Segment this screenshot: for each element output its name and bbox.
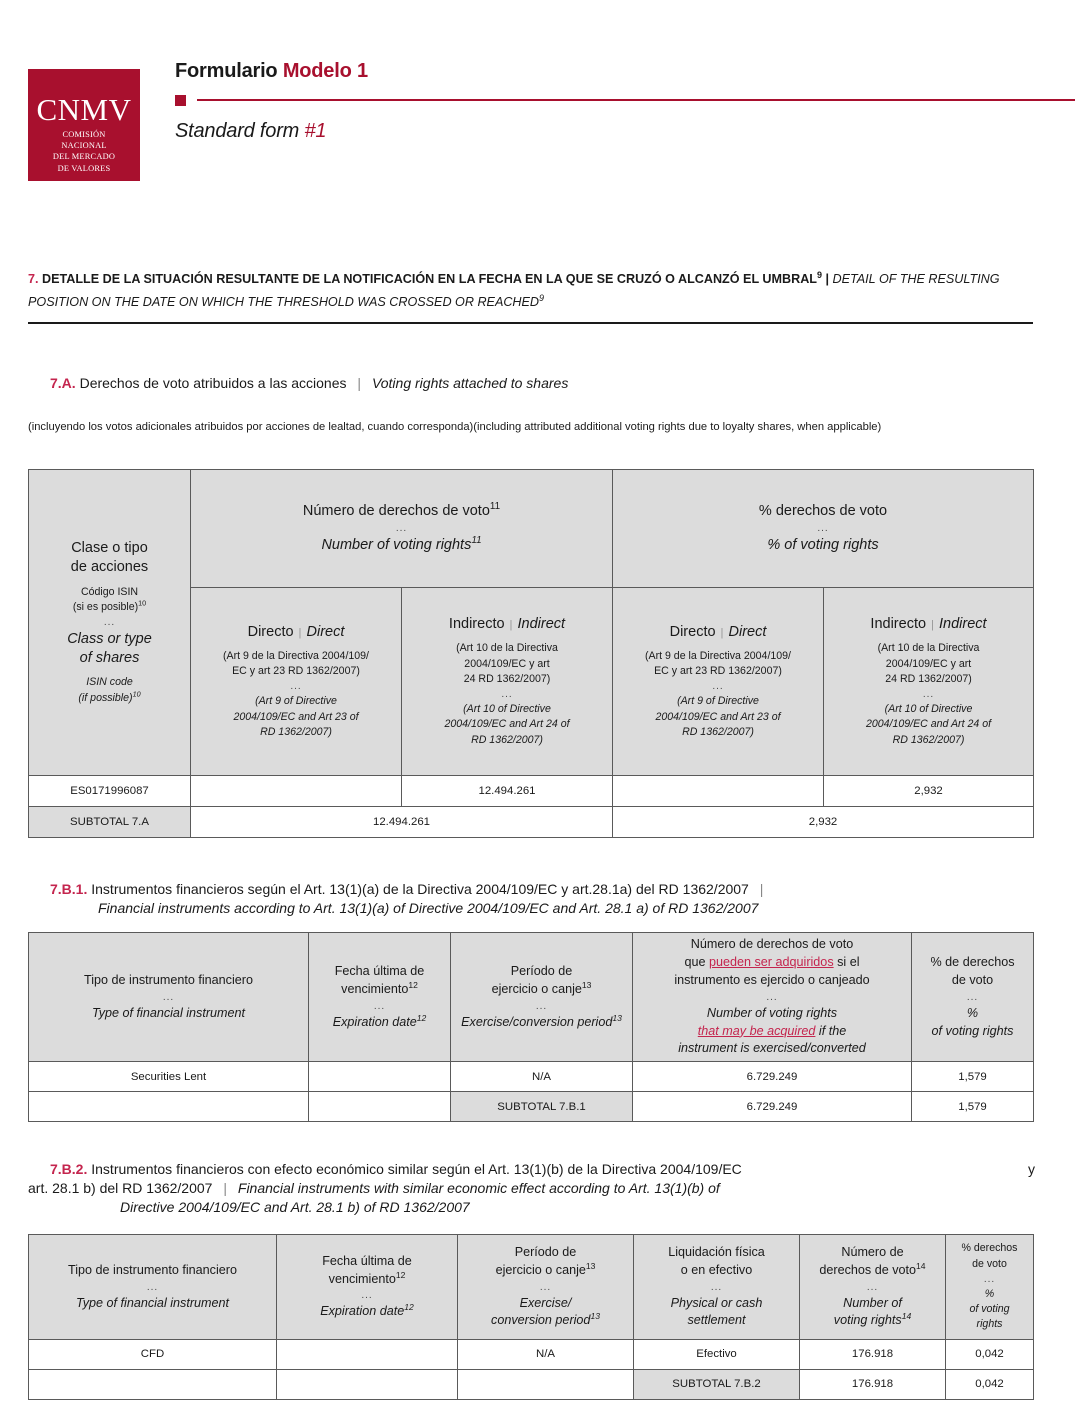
th-number-indirect <box>402 588 613 776</box>
th-pct-en-l1: % <box>966 1005 979 1020</box>
section-7b2-line3 <box>50 1198 1035 1217</box>
th-number-indirect-ref-es-l1: (Art 10 de la Directiva <box>456 642 558 655</box>
th-group-number-es: Número de derechos de voto$^{11}$ <box>302 501 501 519</box>
th-expiration-es-l2: vencimiento$^{12}$ <box>328 1269 406 1286</box>
th-pct-dots: ... <box>983 1273 996 1285</box>
table-7b2-header-row <box>29 1235 1034 1340</box>
th-number-dots: ... <box>766 991 778 1003</box>
th-number-es-l1: Número de <box>841 1244 904 1259</box>
spacer-cell-2 <box>309 1092 451 1122</box>
cell-subtotal-percent[interactable]: 0,042 <box>946 1370 1034 1400</box>
th-pct-en-l2: of voting <box>969 1303 1010 1316</box>
th-class-dots: ... <box>103 617 116 628</box>
logo-subtitle-line1: COMISIÓN <box>62 130 106 139</box>
th-class-en-l2: of shares <box>79 650 140 667</box>
spacer-cell-1 <box>29 1370 277 1400</box>
th-period-dots: ... <box>535 1000 548 1012</box>
th-percent-direct-ref-es-l2: EC y art 23 RD 1362/2007) <box>654 665 782 678</box>
th-percent-direct <box>613 588 824 776</box>
th-settlement-es-l1: Liquidación física <box>668 1244 765 1259</box>
section-7a-tag: 7.A. <box>50 375 76 391</box>
section-7-divider <box>28 322 1033 324</box>
logo-subtitle <box>53 129 115 174</box>
th-class-en-l1: Class or type <box>67 631 152 647</box>
th-number-of-voting-rights <box>800 1235 946 1340</box>
th-number-en-highlight: that may be acquired <box>697 1023 816 1038</box>
th-percent-indirect-dots: ... <box>922 689 935 701</box>
th-class-isin-en: ISIN code <box>86 676 133 689</box>
th-number-indirect-ref-en-l1: (Art 10 of Directive <box>463 703 551 716</box>
cell-subtotal-number[interactable]: 176.918 <box>800 1370 946 1400</box>
cell-subtotal-label: SUBTOTAL 7.B.1 <box>451 1092 633 1122</box>
cell-settlement[interactable]: Efectivo <box>634 1340 800 1370</box>
section-7b2-heading <box>28 1160 1035 1217</box>
th-percent-indirect-ref-es-l1: (Art 10 de la Directiva <box>877 642 980 655</box>
th-pct-en-l3: rights <box>976 1318 1003 1331</box>
spacer-cell-1 <box>29 1092 309 1122</box>
table-subtotal-row <box>29 1092 1034 1122</box>
rule-square-icon <box>175 95 186 106</box>
th-type-of-instrument <box>29 1235 277 1340</box>
th-number-indirect-label: Indirecto | Indirect <box>448 616 566 633</box>
section-7b2-title-es-l1: Instrumentos financieros con efecto económico similar según el Art. 13(1)(b) de la Directiva 2004/109/EC <box>91 1161 742 1177</box>
section-7b1-separator: | <box>759 881 764 897</box>
table-7b1 <box>28 932 1034 1122</box>
logo-subtitle-line4: DE VALORES <box>57 163 111 173</box>
cell-percent-indirect[interactable]: 2,932 <box>824 776 1034 807</box>
table-row <box>29 1340 1034 1370</box>
section-7a-title-es: Derechos de voto atribuidos a las acciones <box>79 375 347 391</box>
section-7-separator: | <box>825 272 830 286</box>
th-number-direct-ref-en-l3: RD 1362/2007) <box>260 725 332 738</box>
table-row <box>29 776 1034 807</box>
th-number-es-l1: Número de derechos de voto <box>690 937 854 951</box>
th-period-en: Exercise/conversion period$^{13}$ <box>461 1012 622 1029</box>
th-pct-es-l2: de voto <box>951 972 994 987</box>
spacer-cell-2 <box>277 1370 458 1400</box>
th-group-percent-dots: ... <box>817 523 829 534</box>
th-number-es-l2: derechos de voto$^{14}$ <box>819 1260 926 1277</box>
th-percent-voting-rights <box>912 933 1034 1062</box>
th-number-indirect-dots: ... <box>501 689 513 701</box>
table-subtotal-row <box>29 807 1034 838</box>
th-percent-indirect-ref-es-l2: 2004/109/EC y art <box>885 657 972 670</box>
th-class-isin-es-sub: (si es posible)$^{10}$ <box>72 598 147 613</box>
th-number-es-l2: que pueden ser adquiridos si el <box>684 954 860 969</box>
th-settlement-es-l2: o en efectivo <box>680 1262 753 1277</box>
section-7-title-en: DETAIL OF THE RESULTING POSITION ON THE DATE ON WHICH THE THRESHOLD WAS CROSSED OR REACHED <box>28 272 1000 310</box>
form-subtitle <box>175 120 1055 143</box>
table-7a <box>28 469 1034 838</box>
section-7-number: 7. <box>28 272 39 286</box>
cell-isin[interactable]: ES0171996087 <box>29 776 191 807</box>
th-period-es-l1: Período de <box>510 963 573 978</box>
th-percent-direct-label: Directo | Direct <box>669 623 767 640</box>
th-period-es-l1: Período de <box>514 1244 577 1259</box>
table-7b2 <box>28 1234 1034 1400</box>
cell-expiration-date[interactable] <box>309 1062 451 1092</box>
th-pct-es-l1: % derechos <box>961 1242 1018 1255</box>
th-settlement <box>634 1235 800 1340</box>
section-7a-separator: | <box>357 375 362 391</box>
rule-line <box>197 99 1075 102</box>
cell-subtotal-label: SUBTOTAL 7.B.2 <box>634 1370 800 1400</box>
th-period-en-l1: Exercise/ <box>519 1295 572 1310</box>
th-number-indirect-ref-es-l2: 2004/109/EC y art <box>464 657 550 670</box>
section-7-heading <box>28 268 1033 324</box>
cell-instrument-type[interactable]: Securities Lent <box>29 1062 309 1092</box>
section-7b2-separator: | <box>223 1179 227 1196</box>
cell-number-indirect[interactable]: 12.494.261 <box>402 776 613 807</box>
th-percent-direct-ref-en-l2: 2004/109/EC and Art 23 of <box>655 710 781 723</box>
th-type-of-instrument <box>29 933 309 1062</box>
logo-subtitle-line3: DEL MERCADO <box>52 152 116 162</box>
section-7b1-tag: 7.B.1. <box>50 881 88 897</box>
section-7b1-title-es: Instrumentos financieros según el Art. 13(1)(a) de la Directiva 2004/109/EC y art.28.1a) del RD 1362/2007 <box>91 881 749 897</box>
th-type-en: Type of financial instrument <box>75 1295 230 1310</box>
table-row <box>29 1062 1034 1092</box>
th-exercise-period <box>451 933 633 1062</box>
th-percent-direct-ref-es-l1: (Art 9 de la Directiva 2004/109/ <box>644 649 792 662</box>
logo-subtitle-line2: NACIONAL <box>61 141 107 151</box>
th-pct-en-l2: of voting rights <box>931 1023 1014 1038</box>
cell-instrument-type[interactable]: CFD <box>29 1340 277 1370</box>
th-class-isin-en-sub: (if possible)$^{10}$ <box>78 688 141 704</box>
cnmv-logo <box>28 69 140 181</box>
cell-subtotal-percent[interactable]: 1,579 <box>912 1092 1034 1122</box>
table-7a-header-row-1 <box>29 470 1034 588</box>
th-period-dots: ... <box>539 1281 552 1293</box>
section-7-footnote-es: 9 <box>816 269 822 280</box>
th-percent-direct-ref-en-l1: (Art 9 of Directive <box>677 695 759 708</box>
section-7a-heading <box>50 374 1010 393</box>
th-number-direct-dots: ... <box>290 681 302 693</box>
cell-percent-of-voting-rights[interactable]: 0,042 <box>946 1340 1034 1370</box>
th-expiration-en: Expiration date$^{12}$ <box>332 1012 427 1029</box>
th-number-en-l3: instrument is exercised/converted <box>678 1041 866 1056</box>
th-number-indirect-ref-en-l3: RD 1362/2007) <box>471 733 543 746</box>
cell-number-of-voting-rights[interactable]: 176.918 <box>800 1340 946 1370</box>
th-group-number-dots: ... <box>395 523 408 534</box>
cell-number-of-voting-rights[interactable]: 6.729.249 <box>633 1062 912 1092</box>
section-7a-title-en: Voting rights attached to shares <box>371 375 569 391</box>
th-type-es: Tipo de instrumento financiero <box>84 972 253 987</box>
th-percent-indirect-label: Indirecto | Indirect <box>870 616 987 633</box>
th-group-number-of-voting-rights <box>191 470 613 588</box>
table-subtotal-row <box>29 1370 1034 1400</box>
th-number-dots: ... <box>866 1281 879 1293</box>
th-type-en: Type of financial instrument <box>91 1005 246 1020</box>
th-class-es-l1: Clase o tipo <box>71 540 148 557</box>
th-group-percent-en: % of voting rights <box>767 537 879 553</box>
th-settlement-en-l2: settlement <box>687 1313 746 1328</box>
th-number-indirect-ref-es-l3: 24 RD 1362/2007) <box>463 672 551 685</box>
section-7b2-line1-main <box>50 1160 742 1179</box>
th-group-number-en: Number of voting rights$^{11}$ <box>321 535 482 553</box>
logo-acronym: CNMV <box>36 92 132 127</box>
page-header <box>0 0 1080 250</box>
section-7b2-line2 <box>28 1179 1035 1198</box>
section-7b1-line2 <box>50 899 1035 918</box>
th-expiration-es-l1: Fecha última de <box>334 963 425 978</box>
form-subtitle-en: Standard form <box>175 120 305 142</box>
th-number-direct-ref-en-l2: 2004/109/EC and Art 23 of <box>233 710 359 723</box>
th-expiration-dots: ... <box>361 1290 373 1302</box>
th-number-direct-label: Directo | Direct <box>247 623 345 640</box>
th-period-es-l2: ejercicio o canje$^{13}$ <box>491 979 592 996</box>
cell-subtotal-number[interactable]: 6.729.249 <box>633 1092 912 1122</box>
section-7b2-title-en-l2: Directive 2004/109/EC and Art. 28.1 b) of RD 1362/2007 <box>120 1198 470 1215</box>
th-number-en-l2: that may be acquired if the <box>697 1023 847 1038</box>
th-class-isin-es: Código ISIN <box>80 585 139 598</box>
th-percent-indirect-ref-en-l3: RD 1362/2007) <box>892 733 965 746</box>
th-number-en-l1: Number of voting rights <box>706 1005 838 1020</box>
form-title-es: Formulario <box>175 60 283 82</box>
section-7b1-heading <box>50 880 1035 918</box>
th-number-es-highlight: pueden ser adquiridos <box>708 954 834 969</box>
th-type-dots: ... <box>146 1281 159 1293</box>
th-group-percent-es: % derechos de voto <box>758 502 888 519</box>
table-7b1-header-row <box>29 933 1034 1062</box>
section-7-heading-text <box>28 268 1033 315</box>
th-number-direct <box>191 588 402 776</box>
th-expiration-en: Expiration date$^{12}$ <box>320 1302 414 1319</box>
form-subtitle-number: #1 <box>304 120 327 142</box>
th-class-es-l2: de acciones <box>70 559 149 576</box>
th-settlement-dots: ... <box>710 1281 723 1293</box>
th-expiration-es-l2: vencimiento$^{12}$ <box>341 979 418 996</box>
cell-number-direct[interactable] <box>191 776 402 807</box>
th-class-or-type <box>29 470 191 776</box>
th-pct-en-l1: % <box>984 1287 995 1300</box>
th-percent-indirect <box>824 588 1034 776</box>
section-7b1-title-en: Financial instruments according to Art. 13(1)(a) of Directive 2004/109/EC and Art. 28.1 a) of RD 1362/2007 <box>98 899 759 916</box>
th-percent-indirect-ref-es-l3: 24 RD 1362/2007) <box>885 672 972 685</box>
th-type-dots: ... <box>162 991 175 1003</box>
th-number-en-l1: Number of <box>843 1295 902 1310</box>
th-period-es-l2: ejercicio o canje$^{13}$ <box>495 1260 596 1277</box>
cell-exercise-period[interactable]: N/A <box>458 1340 634 1370</box>
section-7a-note: (incluyendo los votos adicionales atribuidos por acciones de lealtad, cuando corresponda)(including attributed additional voting rights due to loyalty shares, when applicable) <box>28 421 882 433</box>
form-title-model: Modelo 1 <box>282 60 368 82</box>
section-7b2-tag: 7.B.2. <box>50 1161 88 1177</box>
cell-subtotal-label: SUBTOTAL 7.A <box>29 807 191 838</box>
th-percent-voting-rights <box>946 1235 1034 1340</box>
spacer-cell-3 <box>458 1370 634 1400</box>
section-7-footnote-en: 9 <box>539 293 545 304</box>
th-number-direct-ref-es-l1: (Art 9 de la Directiva 2004/109/ <box>222 649 370 662</box>
th-settlement-en-l1: Physical or cash <box>670 1295 763 1310</box>
th-pct-es-l2: de voto <box>972 1257 1007 1270</box>
th-percent-indirect-ref-en-l1: (Art 10 of Directive <box>884 703 973 716</box>
th-percent-indirect-ref-en-l2: 2004/109/EC and Art 24 of <box>865 718 992 731</box>
cell-expiration-date[interactable] <box>277 1340 458 1370</box>
th-number-indirect-ref-en-l2: 2004/109/EC and Art 24 of <box>444 718 570 731</box>
th-exercise-period <box>458 1235 634 1340</box>
th-percent-direct-ref-en-l3: RD 1362/2007) <box>682 725 754 738</box>
th-expiration-es-l1: Fecha última de <box>322 1253 412 1268</box>
cell-subtotal-percent[interactable]: 2,932 <box>613 807 1034 838</box>
th-percent-direct-dots: ... <box>712 681 724 693</box>
th-number-direct-ref-es-l2: EC y art 23 RD 1362/2007) <box>232 665 360 678</box>
header-titles <box>175 60 1055 143</box>
th-number-acquirable <box>633 933 912 1062</box>
section-7b2-title-en-l1: Financial instruments with similar economic effect according to Art. 13(1)(b) of <box>237 1179 720 1196</box>
section-7b2-line1 <box>50 1160 1035 1179</box>
th-number-en-l2: voting rights$^{14}$ <box>833 1311 912 1328</box>
th-expiration-date <box>277 1235 458 1340</box>
th-expiration-date <box>309 933 451 1062</box>
cell-percent-direct[interactable] <box>613 776 824 807</box>
header-rule <box>175 91 1075 109</box>
th-pct-dots: ... <box>966 991 979 1003</box>
th-expiration-dots: ... <box>373 1000 386 1012</box>
th-pct-es-l1: % de derechos <box>930 954 1015 969</box>
th-type-es: Tipo de instrumento financiero <box>68 1262 237 1277</box>
th-period-en-l2: conversion period$^{13}$ <box>491 1311 600 1328</box>
cell-percent-of-voting-rights[interactable]: 1,579 <box>912 1062 1034 1092</box>
section-7b2-trailing-y: y <box>1028 1161 1035 1177</box>
th-number-es-l3: instrumento es ejercido o canjeado <box>674 972 870 987</box>
th-number-direct-ref-en-l1: (Art 9 of Directive <box>255 695 337 708</box>
section-7b1-line1 <box>50 880 1035 899</box>
th-group-percent-voting-rights <box>613 470 1034 588</box>
cell-subtotal-number[interactable]: 12.494.261 <box>191 807 613 838</box>
section-7b2-title-es-l2: art. 28.1 b) del RD 1362/2007 <box>28 1179 213 1196</box>
cell-exercise-period[interactable]: N/A <box>451 1062 633 1092</box>
section-7-title-es: DETALLE DE LA SITUACIÓN RESULTANTE DE LA NOTIFICACIÓN EN LA FECHA EN LA QUE SE CRUZÓ O ALCANZÓ EL UMBRAL <box>38 272 817 286</box>
form-title <box>175 60 1055 83</box>
